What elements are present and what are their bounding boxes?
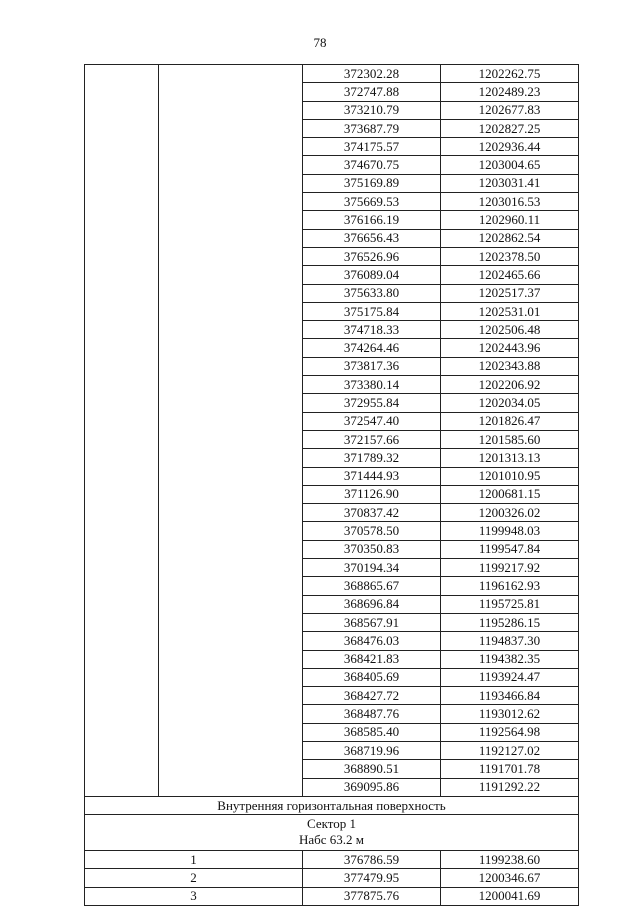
coordinate-y-cell: 1202960.11 [441, 211, 579, 229]
coordinate-x-cell: 370194.34 [303, 559, 441, 577]
coordinate-y-cell: 1202827.25 [441, 119, 579, 137]
coordinate-y-cell: 1202034.05 [441, 394, 579, 412]
coordinate-y-cell: 1202206.92 [441, 376, 579, 394]
section-title: Внутренняя горизонтальная поверхность [85, 796, 579, 814]
coordinate-x-cell: 374175.57 [303, 138, 441, 156]
coordinate-y-cell: 1192127.02 [441, 741, 579, 759]
coordinate-y-cell: 1193466.84 [441, 687, 579, 705]
coordinate-y-cell: 1194837.30 [441, 632, 579, 650]
coordinate-x-cell: 370350.83 [303, 540, 441, 558]
coordinates-table [84, 64, 579, 906]
point-x-cell: 376786.59 [303, 851, 441, 869]
coordinate-y-cell: 1192564.98 [441, 723, 579, 741]
coordinate-x-cell: 368585.40 [303, 723, 441, 741]
coordinate-y-cell: 1200326.02 [441, 504, 579, 522]
coordinate-y-cell: 1201826.47 [441, 412, 579, 430]
coordinate-y-cell: 1196162.93 [441, 577, 579, 595]
coordinate-x-cell: 368476.03 [303, 632, 441, 650]
coordinate-x-cell: 368567.91 [303, 613, 441, 631]
section-block [85, 796, 579, 850]
coordinate-x-cell: 376526.96 [303, 247, 441, 265]
coordinate-y-cell: 1202465.66 [441, 266, 579, 284]
coordinates-table-body [85, 65, 579, 797]
coordinate-x-cell: 374718.33 [303, 321, 441, 339]
coordinate-x-cell: 368890.51 [303, 760, 441, 778]
point-y-cell: 1200041.69 [441, 887, 579, 905]
coordinate-x-cell: 373817.36 [303, 357, 441, 375]
blank-cell-number [85, 65, 159, 797]
coordinate-y-cell: 1202531.01 [441, 302, 579, 320]
coordinate-x-cell: 368487.76 [303, 705, 441, 723]
point-number-cell: 3 [85, 887, 303, 905]
coordinate-x-cell: 376089.04 [303, 266, 441, 284]
coordinate-x-cell: 368427.72 [303, 687, 441, 705]
coordinate-x-cell: 373687.79 [303, 119, 441, 137]
coordinate-y-cell: 1202489.23 [441, 83, 579, 101]
coordinate-y-cell: 1202343.88 [441, 357, 579, 375]
coordinate-y-cell: 1201585.60 [441, 430, 579, 448]
coordinate-y-cell: 1202862.54 [441, 229, 579, 247]
coordinate-x-cell: 368696.84 [303, 595, 441, 613]
coordinate-y-cell: 1191292.22 [441, 778, 579, 796]
coordinate-y-cell: 1203016.53 [441, 193, 579, 211]
point-number-cell: 1 [85, 851, 303, 869]
coordinate-x-cell: 368421.83 [303, 650, 441, 668]
blank-cell-description [159, 65, 303, 797]
coordinate-x-cell: 376166.19 [303, 211, 441, 229]
coordinate-y-cell: 1199547.84 [441, 540, 579, 558]
coordinate-x-cell: 372747.88 [303, 83, 441, 101]
points-table-body [85, 851, 579, 906]
coordinate-x-cell: 372547.40 [303, 412, 441, 430]
sector-label: Сектор 1 [306, 816, 356, 832]
coordinate-x-cell: 372157.66 [303, 430, 441, 448]
coordinate-y-cell: 1202378.50 [441, 247, 579, 265]
coordinate-y-cell: 1195725.81 [441, 595, 579, 613]
coordinate-y-cell: 1199217.92 [441, 559, 579, 577]
point-y-cell: 1200346.67 [441, 869, 579, 887]
coordinate-y-cell: 1201010.95 [441, 467, 579, 485]
section-title-row [85, 796, 579, 814]
coordinate-y-cell: 1203004.65 [441, 156, 579, 174]
coordinate-y-cell: 1201313.13 [441, 449, 579, 467]
coordinates-table-wrapper [84, 64, 579, 906]
coordinate-x-cell: 374264.46 [303, 339, 441, 357]
coordinate-y-cell: 1200681.15 [441, 485, 579, 503]
coordinate-x-cell: 372955.84 [303, 394, 441, 412]
coordinate-y-cell: 1202677.83 [441, 101, 579, 119]
coordinate-x-cell: 375633.80 [303, 284, 441, 302]
table-row [85, 65, 579, 83]
coordinate-x-cell: 371789.32 [303, 449, 441, 467]
coordinate-x-cell: 370837.42 [303, 504, 441, 522]
coordinate-x-cell: 375175.84 [303, 302, 441, 320]
sector-row [85, 815, 579, 851]
coordinate-x-cell: 368719.96 [303, 741, 441, 759]
coordinate-x-cell: 373210.79 [303, 101, 441, 119]
coordinate-x-cell: 368865.67 [303, 577, 441, 595]
coordinate-x-cell: 369095.86 [303, 778, 441, 796]
point-row [85, 851, 579, 869]
coordinate-x-cell: 370578.50 [303, 522, 441, 540]
point-y-cell: 1199238.60 [441, 851, 579, 869]
coordinate-y-cell: 1193012.62 [441, 705, 579, 723]
coordinate-y-cell: 1202936.44 [441, 138, 579, 156]
coordinate-x-cell: 371126.90 [303, 485, 441, 503]
point-row [85, 887, 579, 905]
sector-cell [85, 815, 579, 851]
coordinate-x-cell: 375169.89 [303, 174, 441, 192]
point-x-cell: 377479.95 [303, 869, 441, 887]
page-number: 78 [313, 35, 327, 50]
coordinate-x-cell: 374670.75 [303, 156, 441, 174]
sector-height: Набс 63.2 м [298, 832, 365, 848]
coordinate-y-cell: 1194382.35 [441, 650, 579, 668]
coordinate-y-cell: 1191701.78 [441, 760, 579, 778]
coordinate-y-cell: 1203031.41 [441, 174, 579, 192]
coordinate-x-cell: 373380.14 [303, 376, 441, 394]
coordinate-x-cell: 372302.28 [303, 65, 441, 83]
coordinate-x-cell: 371444.93 [303, 467, 441, 485]
coordinate-y-cell: 1193924.47 [441, 668, 579, 686]
point-number-cell: 2 [85, 869, 303, 887]
coordinate-y-cell: 1202262.75 [441, 65, 579, 83]
coordinate-x-cell: 368405.69 [303, 668, 441, 686]
coordinate-x-cell: 375669.53 [303, 193, 441, 211]
coordinate-y-cell: 1202506.48 [441, 321, 579, 339]
coordinate-x-cell: 376656.43 [303, 229, 441, 247]
point-x-cell: 377875.76 [303, 887, 441, 905]
point-row [85, 869, 579, 887]
coordinate-y-cell: 1202443.96 [441, 339, 579, 357]
coordinate-y-cell: 1199948.03 [441, 522, 579, 540]
coordinate-y-cell: 1195286.15 [441, 613, 579, 631]
coordinate-y-cell: 1202517.37 [441, 284, 579, 302]
